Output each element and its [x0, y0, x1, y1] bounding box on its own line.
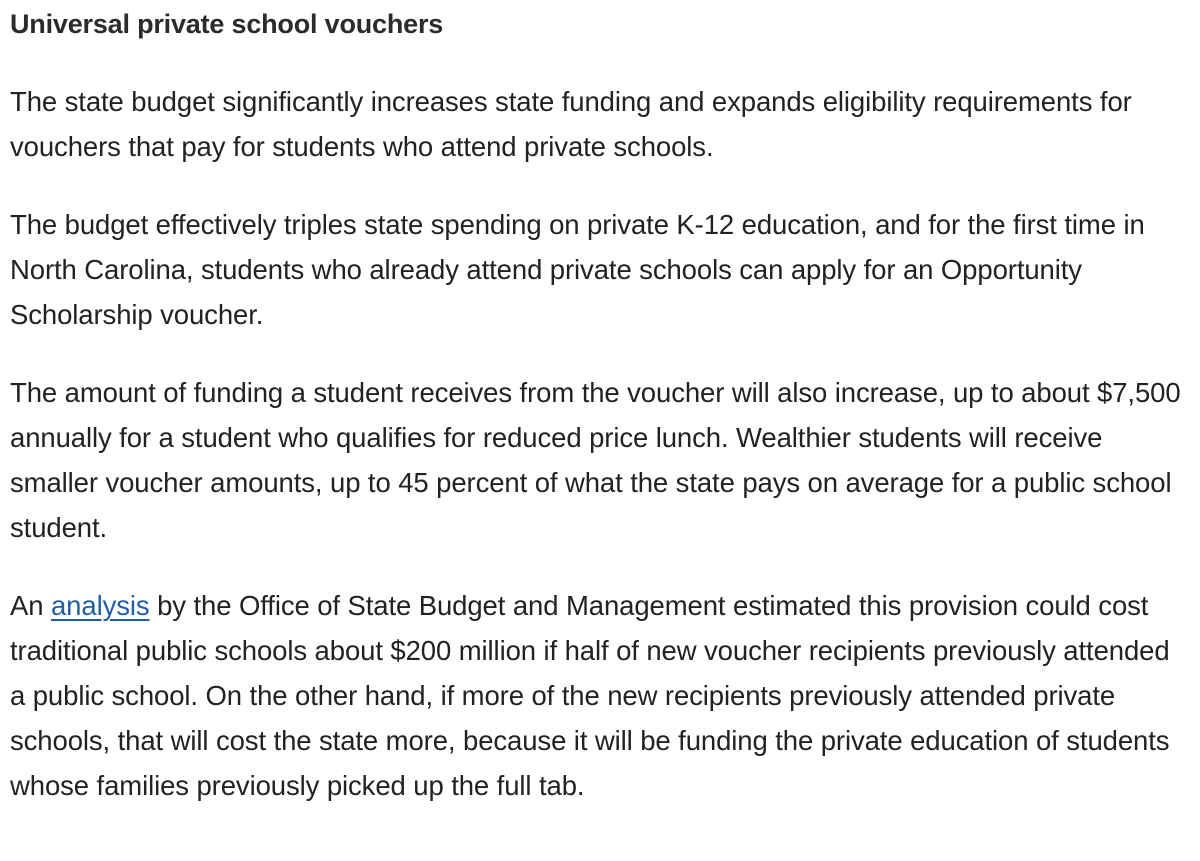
- section-heading: Universal private school vouchers: [10, 9, 444, 39]
- text-after-link: by the Office of State Budget and Management estimated this provision could cost traditional public schools about $200 million if half of new voucher recipients previously attended a public school. On the other hand, if more of the new recipients previously attended private schools, that will cost the state more, because it will be funding the private education of students whose families previously picked up the full tab.: [10, 590, 1170, 801]
- paragraph-voucher-amounts: The amount of funding a student receives from the voucher will also increase, up to about $7,500 annually for a student who qualifies for reduced price lunch. Wealthier students will receive smaller voucher amounts, up to 45 percent of what the state pays on average for a public school student.: [10, 377, 1181, 543]
- paragraph-spending-triples: The budget effectively triples state spending on private K-12 education, and for the first time in North Carolina, students who already attend private schools can apply for an Opportunity Scholarship voucher.: [10, 209, 1145, 330]
- text-before-link: An: [10, 590, 51, 621]
- analysis-link[interactable]: analysis: [50, 590, 150, 621]
- paragraph-cost-analysis: [10, 583, 1185, 808]
- article-body: [10, 0, 1185, 808]
- paragraph-budget-overview: The state budget significantly increases state funding and expands eligibility requirements for vouchers that pay for students who attend private schools.: [10, 86, 1132, 162]
